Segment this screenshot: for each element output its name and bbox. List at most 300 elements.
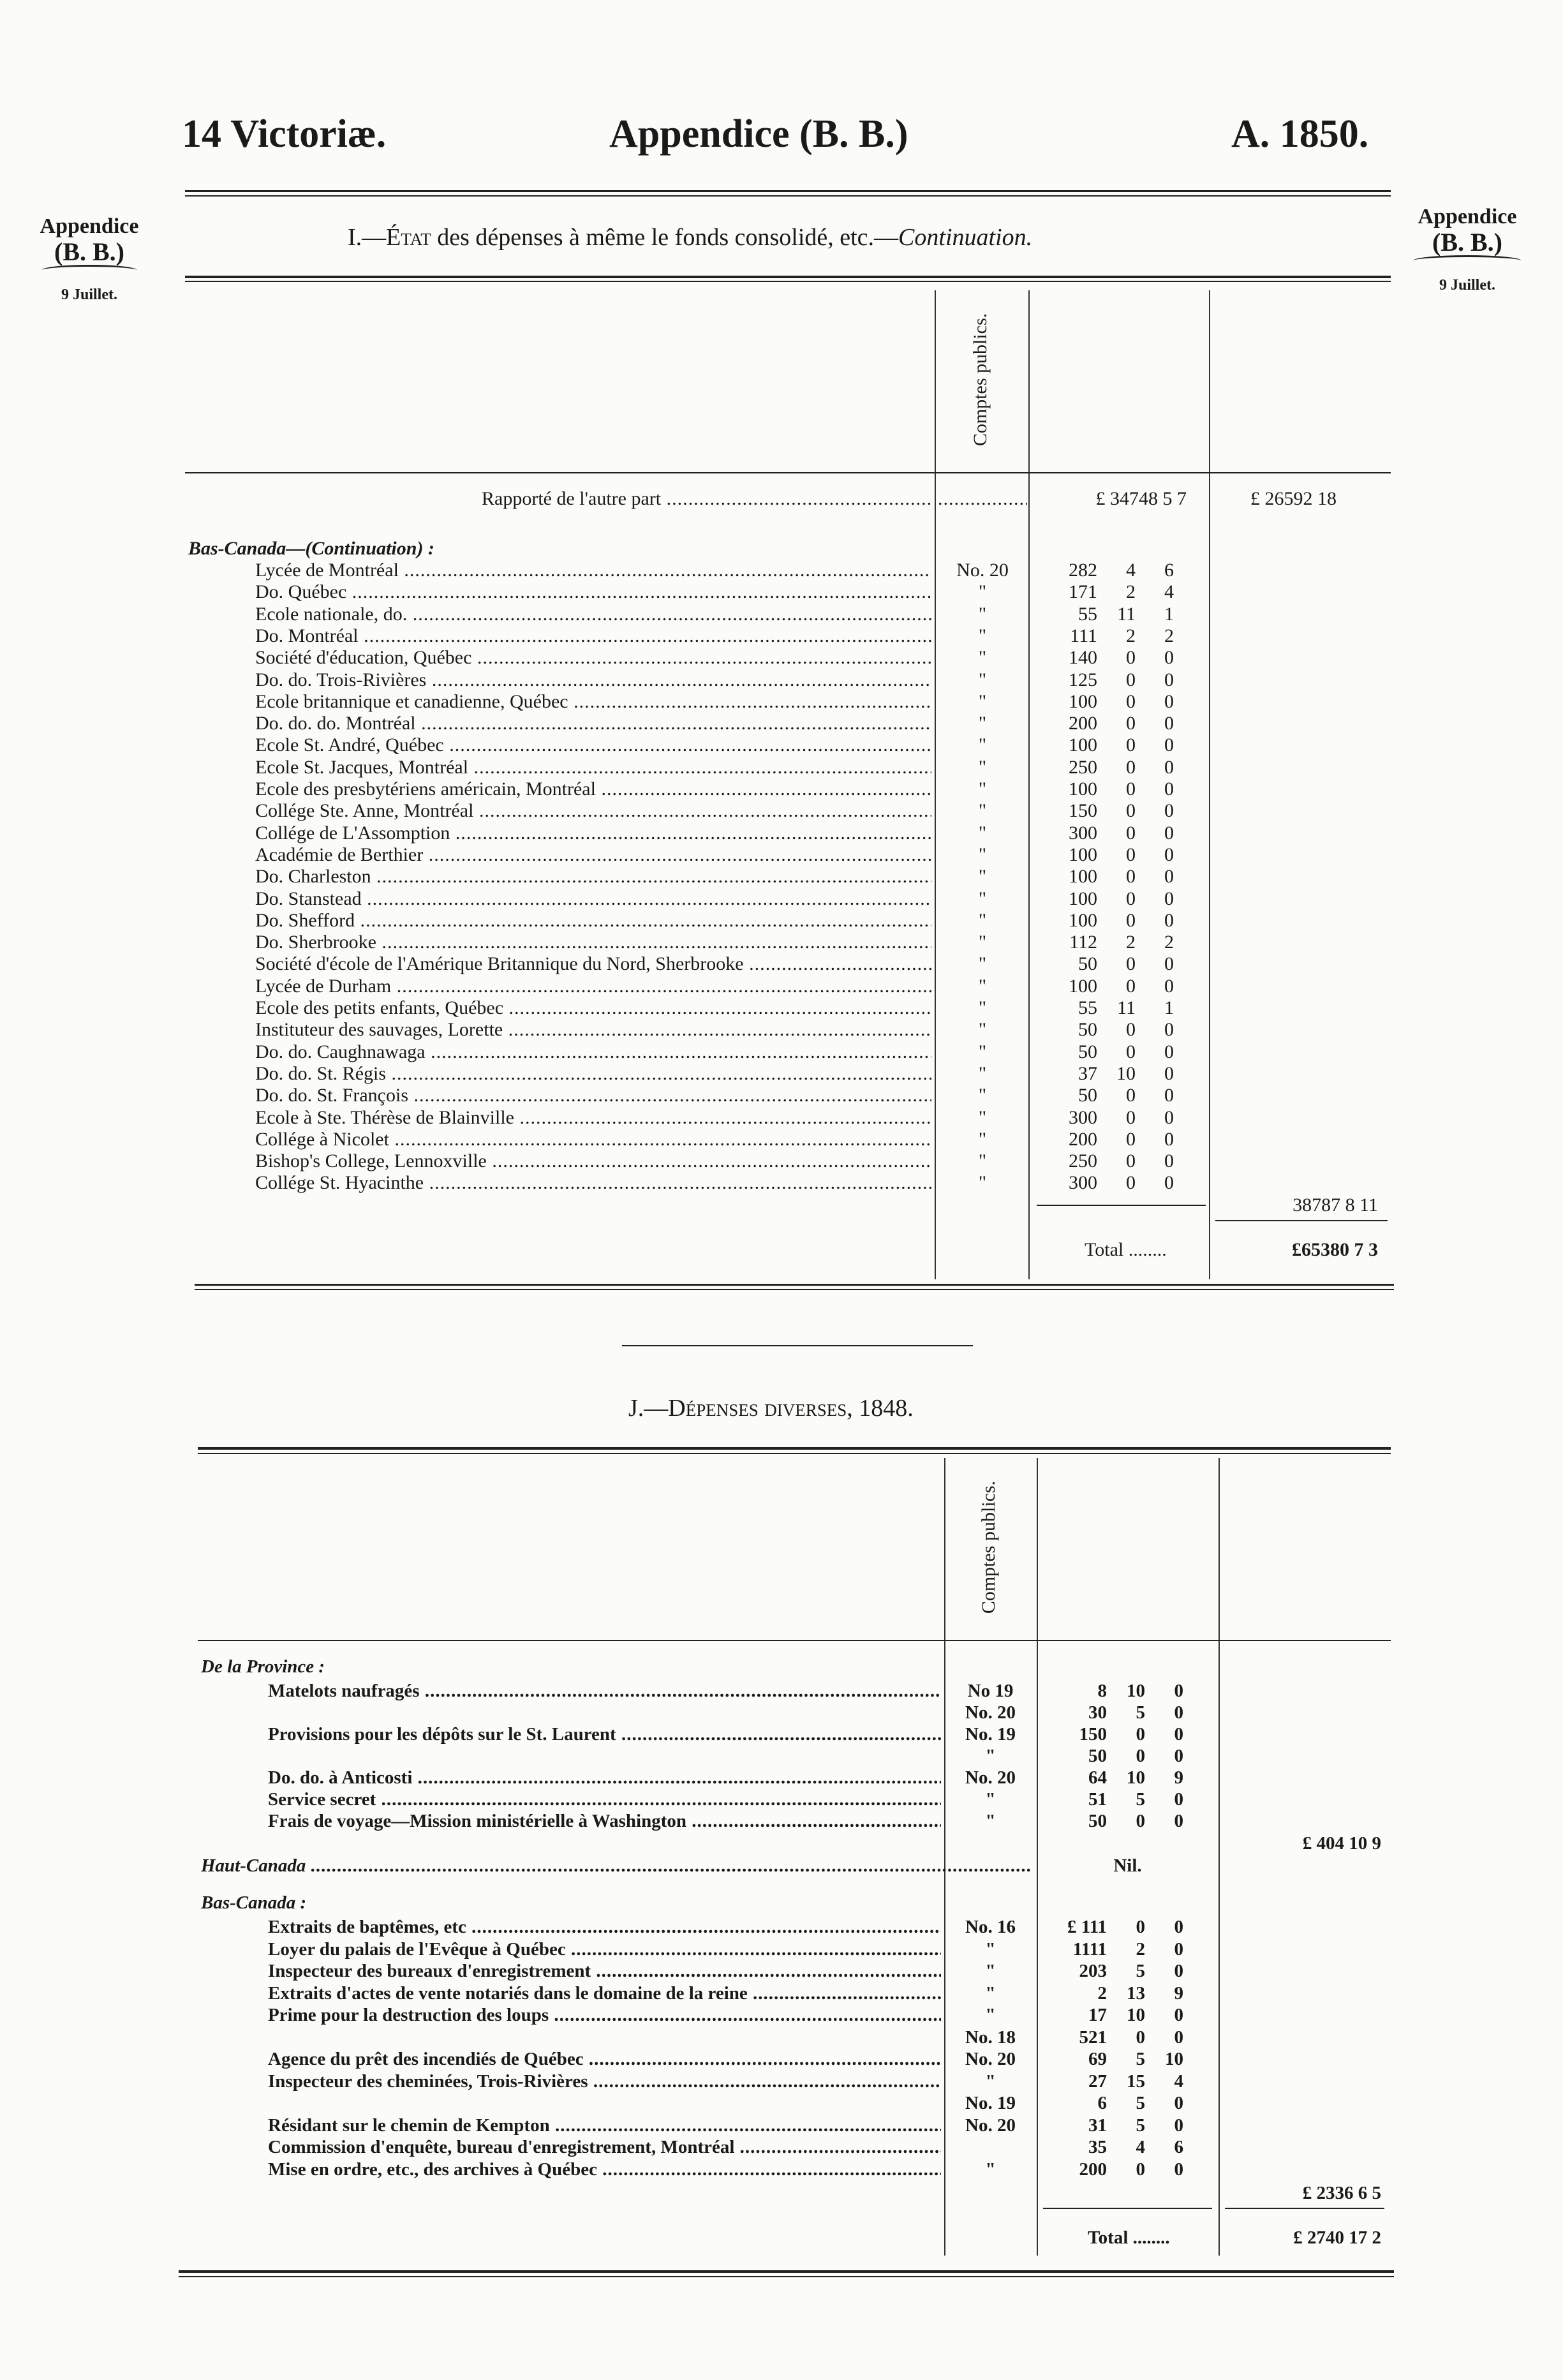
- t1-row-ref: ": [978, 1172, 987, 1194]
- t1-row: [0, 888, 1563, 910]
- t1-rule-top2: [185, 195, 1391, 197]
- t1-row-shillings: 0: [1126, 1172, 1136, 1194]
- t1-row-pence: 0: [1164, 1041, 1174, 1062]
- t1-row-shillings: 0: [1126, 822, 1136, 844]
- t2-col-header: Comptes publics.: [978, 1480, 999, 1614]
- t1-row-shillings: 0: [1126, 756, 1136, 778]
- t2-bas-row-pence: 9: [1174, 1982, 1183, 2004]
- t1-row-pence: 0: [1164, 866, 1174, 888]
- t2-bas-row-pence: 0: [1174, 1917, 1183, 1937]
- t1-row-pounds: 50: [1078, 1019, 1097, 1041]
- t2-prov-row-ref: No. 20: [965, 1702, 1016, 1723]
- t2-prov-row-pounds: 150: [1079, 1724, 1107, 1744]
- t1-row-shillings: 0: [1126, 1019, 1136, 1041]
- t2-prov-row-pounds: 64: [1088, 1767, 1107, 1788]
- t2-bas-row-pounds: 6: [1097, 2093, 1107, 2113]
- t1-row: [0, 1150, 1563, 1172]
- t1-row-pence: 6: [1164, 560, 1174, 581]
- t2-prov-row-pence: 0: [1174, 1811, 1183, 1831]
- t1-title-italic: Continuation.: [898, 224, 1033, 251]
- t1-rule-head2: [185, 281, 1391, 282]
- t2-bas-row-pounds: 35: [1088, 2137, 1107, 2157]
- t1-row-pence: 0: [1164, 909, 1174, 931]
- t1-row-pounds: 171: [1069, 581, 1097, 603]
- side-left-brace: [41, 265, 137, 276]
- t1-row-shillings: 11: [1117, 603, 1136, 625]
- t1-row-shillings: 0: [1126, 1150, 1136, 1172]
- t1-row: [0, 778, 1563, 800]
- t1-row: [0, 1063, 1563, 1085]
- t1-row-ref: ": [978, 1150, 987, 1172]
- t1-row-label: Ecole nationale, do. .....: [255, 604, 931, 625]
- t2-title-sc: Dépenses diverses: [668, 1395, 847, 1422]
- t1-row: [0, 625, 1563, 647]
- header-center: Appendice (B. B.): [609, 112, 908, 156]
- t2-section3: Bas-Canada :: [201, 1893, 307, 1913]
- t1-row-pence: 0: [1164, 1128, 1174, 1150]
- t1-row-label: Do. Sherbrooke .....: [255, 932, 931, 953]
- t1-row-label: Ecole à Ste. Thérèse de Blainville .....: [255, 1107, 931, 1129]
- t1-row-pence: 0: [1164, 756, 1174, 778]
- t1-carried-row: [0, 488, 1563, 510]
- t2-section3-total: £ 2336 6 5: [1302, 2183, 1381, 2203]
- t1-row: [0, 1085, 1563, 1106]
- t1-row-shillings: 2: [1126, 625, 1136, 646]
- t2-bas-row-label: Résidant sur le chemin de Kempton .....: [268, 2115, 941, 2136]
- t2-bas-row-pence: 0: [1174, 2027, 1183, 2048]
- t1-row-label: Do. Shefford .....: [255, 910, 931, 932]
- t2-section2-row: [0, 1855, 1563, 1877]
- t2-prov-row-pounds: 8: [1097, 1681, 1107, 1701]
- t1-row-pounds: 55: [1078, 603, 1097, 625]
- t2-bas-row: [0, 1960, 1563, 1982]
- t1-row: [0, 910, 1563, 932]
- t1-row-pounds: 100: [1069, 734, 1097, 756]
- t1-row-label: Ecole des presbytériens américain, Montréal .....: [255, 778, 931, 800]
- t2-prov-row-shillings: 5: [1136, 1702, 1145, 1723]
- t2-prov-row-pence: 0: [1174, 1724, 1183, 1744]
- t1-row-ref: ": [978, 909, 987, 931]
- t1-row: [0, 1019, 1563, 1041]
- t2-bas-row: [0, 2071, 1563, 2092]
- t2-bas-row-ref: No. 20: [965, 2115, 1016, 2136]
- t2-bas-row-pence: 4: [1174, 2071, 1183, 2092]
- t2-bas-row-pence: 10: [1165, 2049, 1183, 2069]
- t2-bas-row-shillings: 4: [1136, 2137, 1145, 2157]
- t1-row-ref: ": [978, 756, 987, 778]
- t2-bas-row-pounds: 200: [1079, 2159, 1107, 2180]
- t1-row-ref: ": [978, 975, 987, 997]
- t1-row-shillings: 2: [1126, 932, 1136, 953]
- t1-title-prefix: I.—: [348, 224, 387, 251]
- t1-row-pence: 0: [1164, 669, 1174, 690]
- t2-prov-row-pounds: 50: [1088, 1746, 1107, 1766]
- t1-row-ref: ": [978, 844, 987, 865]
- t1-row: [0, 647, 1563, 669]
- t1-row-pounds: 37: [1078, 1062, 1097, 1084]
- t2-bas-row-label: Prime pour la destruction des loups .....: [268, 2004, 941, 2026]
- t2-prov-row-shillings: 0: [1136, 1724, 1145, 1744]
- t1-row-pounds: 100: [1069, 909, 1097, 931]
- section-divider: [622, 1345, 973, 1346]
- t1-row: [0, 822, 1563, 844]
- t2-prov-row-ref: ": [985, 1811, 996, 1831]
- t2-bas-row-pounds: £ 111: [1067, 1917, 1107, 1937]
- t1-row-pounds: 55: [1078, 997, 1097, 1018]
- t1-row-ref: ": [978, 625, 987, 646]
- t2-bas-row-pence: 0: [1174, 2093, 1183, 2113]
- t2-bas-row-ref: No. 20: [965, 2049, 1016, 2069]
- t1-row-ref: ": [978, 800, 987, 822]
- t1-subtotal: 38787 8 11: [1293, 1194, 1378, 1216]
- t2-rule-bottom: [179, 2270, 1394, 2273]
- header-right: A. 1850.: [1231, 112, 1369, 156]
- t1-row-pence: 0: [1164, 975, 1174, 997]
- t1-row-label: Do. do. do. Montréal .....: [255, 713, 931, 734]
- t1-row-label: Do. Stanstead .....: [255, 888, 931, 910]
- t1-title-sc: État: [386, 224, 431, 251]
- t1-row-shillings: 0: [1126, 975, 1136, 997]
- t2-bas-row-label: Mise en ordre, etc., des archives à Québec .....: [268, 2159, 941, 2180]
- t1-row: [0, 713, 1563, 734]
- t1-row-pounds: 50: [1078, 1041, 1097, 1062]
- t1-row-label: Collége St. Hyacinthe .....: [255, 1172, 931, 1194]
- t1-row-label: Ecole britannique et canadienne, Québec .....: [255, 691, 931, 713]
- t1-total-row: [0, 1239, 1563, 1261]
- t1-row-label: Collége Ste. Anne, Montréal .....: [255, 800, 931, 822]
- t2-prov-row-pence: 0: [1174, 1681, 1183, 1701]
- table2-title: [628, 1394, 914, 1422]
- t2-prov-row-ref: ": [985, 1746, 996, 1766]
- t2-title-prefix: J.—: [628, 1395, 669, 1422]
- t2-bas-row-label: Agence du prêt des incendiés de Québec .....: [268, 2048, 941, 2070]
- side-right-label: Appendice: [1418, 205, 1517, 228]
- t1-row-shillings: 4: [1126, 560, 1136, 581]
- t2-bas-row-ref: ": [985, 1982, 996, 2004]
- t1-row: [0, 734, 1563, 756]
- t1-rule-bottom: [195, 1284, 1394, 1286]
- t2-bas-row: [0, 1982, 1563, 2004]
- t1-rule-colhead: [185, 472, 1391, 473]
- t1-row-ref: ": [978, 713, 987, 734]
- t1-row-pounds: 250: [1069, 1150, 1097, 1172]
- t1-row-ref: ": [978, 647, 987, 669]
- t1-row-shillings: 0: [1126, 1128, 1136, 1150]
- t2-prov-row-pence: 0: [1174, 1702, 1183, 1723]
- t1-row: [0, 1172, 1563, 1194]
- t1-row-shillings: 0: [1126, 1085, 1136, 1106]
- t2-bas-row-ref: No. 19: [965, 2093, 1016, 2113]
- t2-bas-row-pounds: 69: [1088, 2049, 1107, 2069]
- t2-bas-row: [0, 2136, 1563, 2158]
- side-right-brace: [1413, 255, 1522, 266]
- t1-row-pence: 0: [1164, 844, 1174, 865]
- t2-prov-row-pounds: 51: [1088, 1789, 1107, 1810]
- side-note-left: [35, 214, 144, 308]
- t1-row-pence: 0: [1164, 713, 1174, 734]
- t1-row-shillings: 2: [1126, 581, 1136, 603]
- t2-rule-subtotal: [1225, 2208, 1384, 2209]
- t1-row: [0, 953, 1563, 975]
- t2-prov-row: [0, 1789, 1563, 1810]
- t2-rule-top: [198, 1447, 1391, 1450]
- t1-row-pence: 1: [1164, 997, 1174, 1018]
- t1-row-shillings: 0: [1126, 647, 1136, 669]
- t2-bas-row-ref: ": [985, 2159, 996, 2180]
- t1-row: [0, 604, 1563, 625]
- t1-row: [0, 691, 1563, 713]
- t1-row-shillings: 10: [1116, 1062, 1136, 1084]
- t1-row: [0, 669, 1563, 691]
- t2-bas-row-pence: 0: [1174, 1938, 1183, 1960]
- t1-rule-head: [185, 276, 1391, 278]
- t1-carried-dots: [938, 488, 1027, 510]
- t1-row-pounds: 150: [1069, 800, 1097, 822]
- t2-total-row: [0, 2227, 1563, 2249]
- t1-rule-bottom2: [195, 1289, 1394, 1290]
- t1-row-pence: 0: [1164, 690, 1174, 712]
- t1-row-pounds: 200: [1069, 1128, 1097, 1150]
- t2-bas-row-pounds: 27: [1088, 2071, 1107, 2092]
- t2-rule-bottom2: [179, 2276, 1394, 2277]
- t2-prov-row-shillings: 0: [1136, 1746, 1145, 1766]
- t2-prov-row-shillings: 10: [1127, 1767, 1145, 1788]
- t1-row-shillings: 0: [1126, 888, 1136, 909]
- t1-row-pence: 0: [1164, 800, 1174, 822]
- t1-row-pence: 0: [1164, 888, 1174, 909]
- t1-row: [0, 757, 1563, 778]
- t2-section3-total-row: [0, 2182, 1563, 2204]
- t1-row-label: Lycée de Montréal .....: [255, 560, 931, 581]
- t1-row-pounds: 282: [1069, 560, 1097, 581]
- t2-bas-row-pounds: 17: [1088, 2005, 1107, 2025]
- t2-prov-row-label: Do. do. à Anticosti .....: [268, 1767, 941, 1789]
- t1-row: [0, 976, 1563, 997]
- t1-row-pence: 1: [1164, 603, 1174, 625]
- side-left-code: (B. B.): [54, 237, 124, 266]
- t1-carried-total: £ 26592 18: [1250, 488, 1337, 509]
- t2-bas-row-shillings: 15: [1127, 2071, 1145, 2092]
- t2-bas-row-pence: 0: [1174, 2159, 1183, 2180]
- t1-row: [0, 997, 1563, 1019]
- header-left: 14 Victoriæ.: [182, 112, 387, 156]
- t2-bas-row-shillings: 5: [1136, 2093, 1145, 2113]
- t2-prov-row-label: Provisions pour les dépôts sur le St. Laurent .....: [268, 1723, 941, 1745]
- t1-row-shillings: 0: [1126, 734, 1136, 756]
- t2-title-suffix: , 1848.: [847, 1395, 914, 1422]
- t1-row-pounds: 50: [1078, 953, 1097, 975]
- t1-row-pounds: 112: [1069, 932, 1097, 953]
- t2-section1-total: £ 404 10 9: [1302, 1833, 1381, 1854]
- t1-section: Bas-Canada—(Continuation) :: [188, 538, 434, 559]
- table1-title: [348, 223, 1032, 251]
- t2-bas-row-shillings: 2: [1136, 1938, 1145, 1960]
- t1-col-header: Comptes publics.: [970, 313, 991, 447]
- t2-bas-row: [0, 2004, 1563, 2026]
- t2-section1-total-row: [0, 1833, 1563, 1854]
- t1-row-shillings: 0: [1126, 1106, 1136, 1128]
- t2-bas-row-ref: ": [985, 2071, 996, 2092]
- t1-row-ref: ": [978, 1019, 987, 1041]
- t2-bas-row: [0, 2048, 1563, 2070]
- t1-row-pence: 0: [1164, 778, 1174, 800]
- t2-bas-row-pounds: 2: [1097, 1982, 1107, 2004]
- t1-row-label: Do. do. St. Régis .....: [255, 1063, 931, 1085]
- t1-row-label: Lycée de Durham .....: [255, 976, 931, 997]
- t1-row-label: Instituteur des sauvages, Lorette .....: [255, 1019, 931, 1041]
- t2-prov-row-shillings: 0: [1136, 1811, 1145, 1831]
- t2-bas-row-shillings: 10: [1127, 2005, 1145, 2025]
- t2-prov-row: [0, 1702, 1563, 1723]
- t2-section2-amount: Nil.: [1113, 1856, 1142, 1876]
- t1-row-ref: ": [978, 822, 987, 844]
- t2-bas-row-ref: ": [985, 1961, 996, 1981]
- t1-row-pounds: 250: [1069, 756, 1097, 778]
- t1-row-pence: 2: [1164, 625, 1174, 646]
- t1-row-ref: ": [978, 953, 987, 975]
- t2-bas-row-label: Inspecteur des cheminées, Trois-Rivières .....: [268, 2071, 941, 2092]
- t2-bas-row-shillings: 5: [1136, 2115, 1145, 2136]
- t1-row-pounds: 300: [1069, 822, 1097, 844]
- t1-row-pounds: 100: [1069, 975, 1097, 997]
- t1-row-ref: ": [978, 1106, 987, 1128]
- t1-rule-top: [185, 190, 1391, 192]
- t2-bas-row-shillings: 0: [1136, 2027, 1145, 2048]
- t1-row-ref: ": [978, 997, 987, 1018]
- t1-row-label: Collége à Nicolet .....: [255, 1129, 931, 1150]
- t1-row: [0, 560, 1563, 581]
- t1-row-pence: 4: [1164, 581, 1174, 603]
- t2-prov-row-ref: No. 19: [965, 1724, 1016, 1744]
- t1-row-label: Société d'école de l'Amérique Britannique du Nord, Sherbrooke .....: [255, 953, 931, 975]
- t2-bas-row-pounds: 1111: [1072, 1938, 1107, 1960]
- t2-section2: Haut-Canada .....: [201, 1855, 1030, 1877]
- t1-row: [0, 844, 1563, 866]
- t1-row-pounds: 100: [1069, 690, 1097, 712]
- t1-row-pounds: 300: [1069, 1106, 1097, 1128]
- t2-bas-row-pence: 0: [1174, 2115, 1183, 2136]
- t1-row-ref: ": [978, 866, 987, 888]
- t1-row-pence: 0: [1164, 647, 1174, 669]
- t1-row-pence: 0: [1164, 1150, 1174, 1172]
- t1-row-shillings: 0: [1126, 669, 1136, 690]
- t2-bas-row: [0, 2159, 1563, 2180]
- t1-row-pounds: 100: [1069, 778, 1097, 800]
- t2-prov-row: [0, 1810, 1563, 1832]
- t1-row-pounds: 100: [1069, 888, 1097, 909]
- t1-row-ref: ": [978, 690, 987, 712]
- t1-row-ref: ": [978, 603, 987, 625]
- t2-prov-row: [0, 1767, 1563, 1789]
- t1-row-pounds: 100: [1069, 866, 1097, 888]
- t1-row-pence: 0: [1164, 734, 1174, 756]
- t2-bas-row-ref: ": [985, 2005, 996, 2025]
- side-right-date: 9 Juillet.: [1439, 277, 1495, 294]
- t1-row-pounds: 200: [1069, 713, 1097, 734]
- t2-prov-row-shillings: 5: [1136, 1789, 1145, 1810]
- t2-bas-row-pence: 0: [1174, 1961, 1183, 1981]
- t1-row: [0, 1107, 1563, 1129]
- t1-row-ref: ": [978, 1062, 987, 1084]
- t1-row-ref: ": [978, 734, 987, 756]
- t2-prov-row-label: Service secret .....: [268, 1789, 941, 1810]
- t1-row-ref: ": [978, 669, 987, 690]
- t2-bas-row-pence: 6: [1174, 2137, 1183, 2157]
- t1-row-ref: ": [978, 932, 987, 953]
- t1-row-pounds: 140: [1069, 647, 1097, 669]
- t1-row-label: Collége de L'Assomption .....: [255, 822, 931, 844]
- side-note-right: [1407, 204, 1528, 298]
- side-right-code: (B. B.): [1432, 228, 1502, 257]
- t1-row-pence: 0: [1164, 1085, 1174, 1106]
- t2-prov-row: [0, 1723, 1563, 1745]
- t2-prov-row-label: Matelots naufragés .....: [268, 1680, 941, 1702]
- t1-row-shillings: 11: [1117, 997, 1136, 1018]
- t1-row-shillings: 0: [1126, 690, 1136, 712]
- t2-prov-row-pence: 0: [1174, 1789, 1183, 1810]
- t2-prov-row-label: Frais de voyage—Mission ministérielle à Washington .....: [268, 1810, 941, 1832]
- t2-bas-row-shillings: 5: [1136, 1961, 1145, 1981]
- t2-bas-row-ref: ": [985, 1938, 996, 1960]
- t1-row-ref: ": [978, 1041, 987, 1062]
- t1-row-ref: ": [978, 888, 987, 909]
- t2-prov-row-pounds: 30: [1088, 1702, 1107, 1723]
- t2-bas-row: [0, 2027, 1563, 2048]
- t1-subtotal-row: [0, 1194, 1563, 1216]
- t2-bas-row-shillings: 5: [1136, 2049, 1145, 2069]
- t1-row-pounds: 50: [1078, 1085, 1097, 1106]
- t1-row-label: Société d'éducation, Québec .....: [255, 647, 931, 669]
- t2-rule-colhead: [198, 1640, 1391, 1641]
- t2-prov-row-ref: No 19: [967, 1681, 1014, 1701]
- t1-row-pounds: 125: [1069, 669, 1097, 690]
- t2-total: £ 2740 17 2: [1293, 2228, 1381, 2248]
- t1-row-label: Do. Québec .....: [255, 581, 931, 603]
- t2-prov-row: [0, 1680, 1563, 1702]
- t2-prov-row-pence: 0: [1174, 1746, 1183, 1766]
- t1-row-pence: 0: [1164, 1062, 1174, 1084]
- t1-title-main: des dépenses à même le fonds consolidé, etc.—: [431, 224, 899, 251]
- t2-bas-row: [0, 1916, 1563, 1938]
- t1-row-pounds: 300: [1069, 1172, 1097, 1194]
- t1-carried-amount: £ 34748 5 7: [1095, 488, 1187, 509]
- t1-row-pence: 0: [1164, 822, 1174, 844]
- t1-rule-subtotal: [1215, 1220, 1388, 1221]
- t1-row: [0, 866, 1563, 888]
- t1-row-pence: 0: [1164, 1172, 1174, 1194]
- t1-row: [0, 1129, 1563, 1150]
- t1-row-pounds: 111: [1070, 625, 1097, 646]
- t1-carried-label: Rapporté de l'autre part .....: [482, 488, 931, 510]
- t1-row-label: Ecole St. André, Québec .....: [255, 734, 931, 756]
- t1-row: [0, 581, 1563, 603]
- t1-row-pence: 0: [1164, 1106, 1174, 1128]
- t2-bas-row: [0, 2115, 1563, 2136]
- side-left-label: Appendice: [40, 214, 139, 238]
- t2-prov-row-pounds: 50: [1088, 1811, 1107, 1831]
- t1-row-label: Do. Montréal .....: [255, 625, 931, 647]
- t1-row-shillings: 0: [1126, 713, 1136, 734]
- t1-row-shillings: 0: [1126, 909, 1136, 931]
- t1-row-shillings: 0: [1126, 1041, 1136, 1062]
- t1-row-shillings: 0: [1126, 866, 1136, 888]
- t2-prov-row-shillings: 10: [1127, 1681, 1145, 1701]
- t2-bas-row-label: Extraits d'actes de vente notariés dans le domaine de la reine .....: [268, 1982, 941, 2004]
- t1-total: £65380 7 3: [1292, 1239, 1378, 1260]
- t2-prov-row-ref: No. 20: [965, 1767, 1016, 1788]
- t2-bas-row-pounds: 521: [1079, 2027, 1107, 2048]
- t2-bas-row-pounds: 31: [1088, 2115, 1107, 2136]
